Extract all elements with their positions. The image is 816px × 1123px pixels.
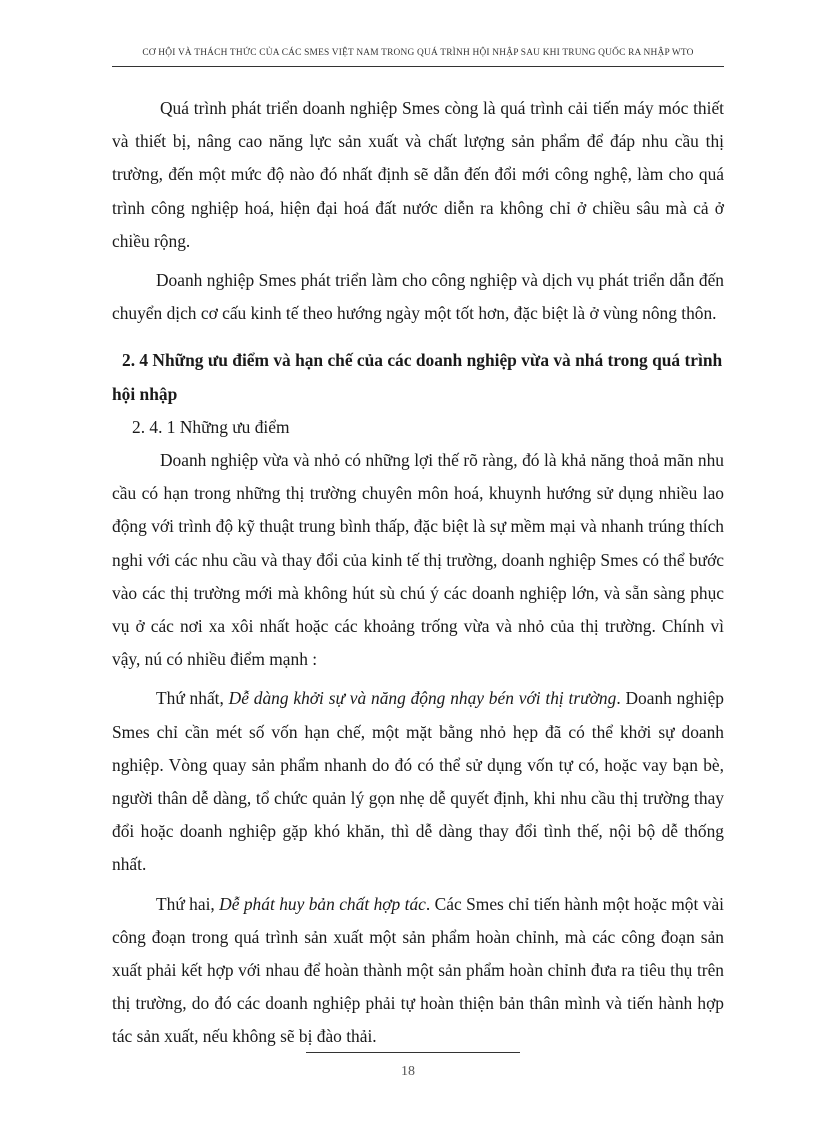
first-advantage-lead: Thứ nhất, [156, 688, 229, 709]
subsection-heading: 2. 4. 1 Những ưu điểm [132, 416, 290, 437]
section-heading: 2. 4 Những ưu điểm và hạn chế của các doanh nghiệp vừa và nhá trong quá trình hội nhập [112, 350, 723, 404]
second-advantage-title: Dễ phát huy bản chất hợp tác [219, 893, 426, 914]
page-number: 18 [401, 1064, 415, 1079]
header-rule [112, 66, 724, 67]
paragraph-process-development: Quá trình phát triển doanh nghiệp Smes còng là quá trình cải tiến máy móc thiết và thiết bị, nâng cao năng lực sản xuất và chất lượng sản phẩm để đáp nhu cầu thị trường, đến một mức độ nào đó nhất định sẽ dẫn đến đổi mới công nghệ, làm cho quá trình công nghiệp hoá, hiện đại hoá đất nước diễn ra không chỉ ở chiều sâu mà cả ở chiều rộng. [112, 98, 724, 251]
paragraph-first-advantage [112, 682, 724, 881]
paragraph-second-advantage [112, 888, 724, 1054]
paragraph-advantages-intro: Doanh nghiệp vừa và nhỏ có những lợi thế rõ ràng, đó là khả năng thoả mãn nhu cầu có hạn trong những thị trường chuyên môn hoá, khuynh hướng sử dụng nhiều lao động với trình độ kỹ thuật trung bình thấp, đặc biệt là sự mềm mại và nhanh trúng thích nghi với các nhu cầu và thay đổi của kinh tế thị trường, doanh nghiệp Smes có thể bước vào các thị trường mới mà không hút sù chú ý các doanh nghiệp lớn, và sẵn sàng phục vụ ở các nơi xa xôi nhất hoặc các khoảng trống vừa và nhỏ của thị trường. Chính vì vậy, nú có nhiều điểm mạnh : [112, 450, 724, 670]
footer-rule [306, 1052, 520, 1053]
paragraph-structural-shift: Doanh nghiệp Smes phát triển làm cho công nghiệp và dịch vụ phát triển dẫn đến chuyển dịch cơ cấu kinh tế theo hướng ngày một tốt hơn, đặc biệt là ở vùng nông thôn. [112, 270, 724, 324]
second-advantage-text: . Các Smes chỉ tiến hành một hoặc một vài công đoạn trong quá trình sản xuất một sản phẩm hoàn chỉnh, mà các công đoạn sản xuất phải kết hợp với nhau để hoàn thành một sản phẩm hoàn chỉnh đưa ra tiêu thụ trên thị trường, do đó các doanh nghiệp phải tự hoàn thiện bản thân mình và tiến hành hợp tác sản xuất, nếu không sẽ bị đào thải. [112, 893, 724, 1047]
second-advantage-lead: Thứ hai, [156, 893, 220, 914]
first-advantage-title: Dễ dàng khởi sự và năng động nhạy bén với thị trường [228, 688, 617, 709]
first-advantage-text: . Doanh nghiệp Smes chỉ cần mét số vốn hạn chế, một mặt bằng nhỏ hẹp đã có thể khởi sự doanh nghiệp. Vòng quay sản phẩm nhanh do đó có thể sử dụng vốn tự có, hoặc vay bạn bè, người thân dễ dàng, tổ chức quản lý gọn nhẹ dễ quyết định, khi nhu cầu thị trường thay đổi hoặc doanh nghiệp gặp khó khăn, thì dễ dàng thay đổi tình thế, nội bộ dễ thống nhất. [112, 688, 724, 875]
running-header: CƠ HỘI VÀ THÁCH THỨC CỦA CÁC SMES VIỆT NAM TRONG QUÁ TRÌNH HỘI NHẬP SAU KHI TRUNG QUỐC RA NHẬP WTO [142, 48, 694, 58]
document-body [112, 92, 724, 1054]
